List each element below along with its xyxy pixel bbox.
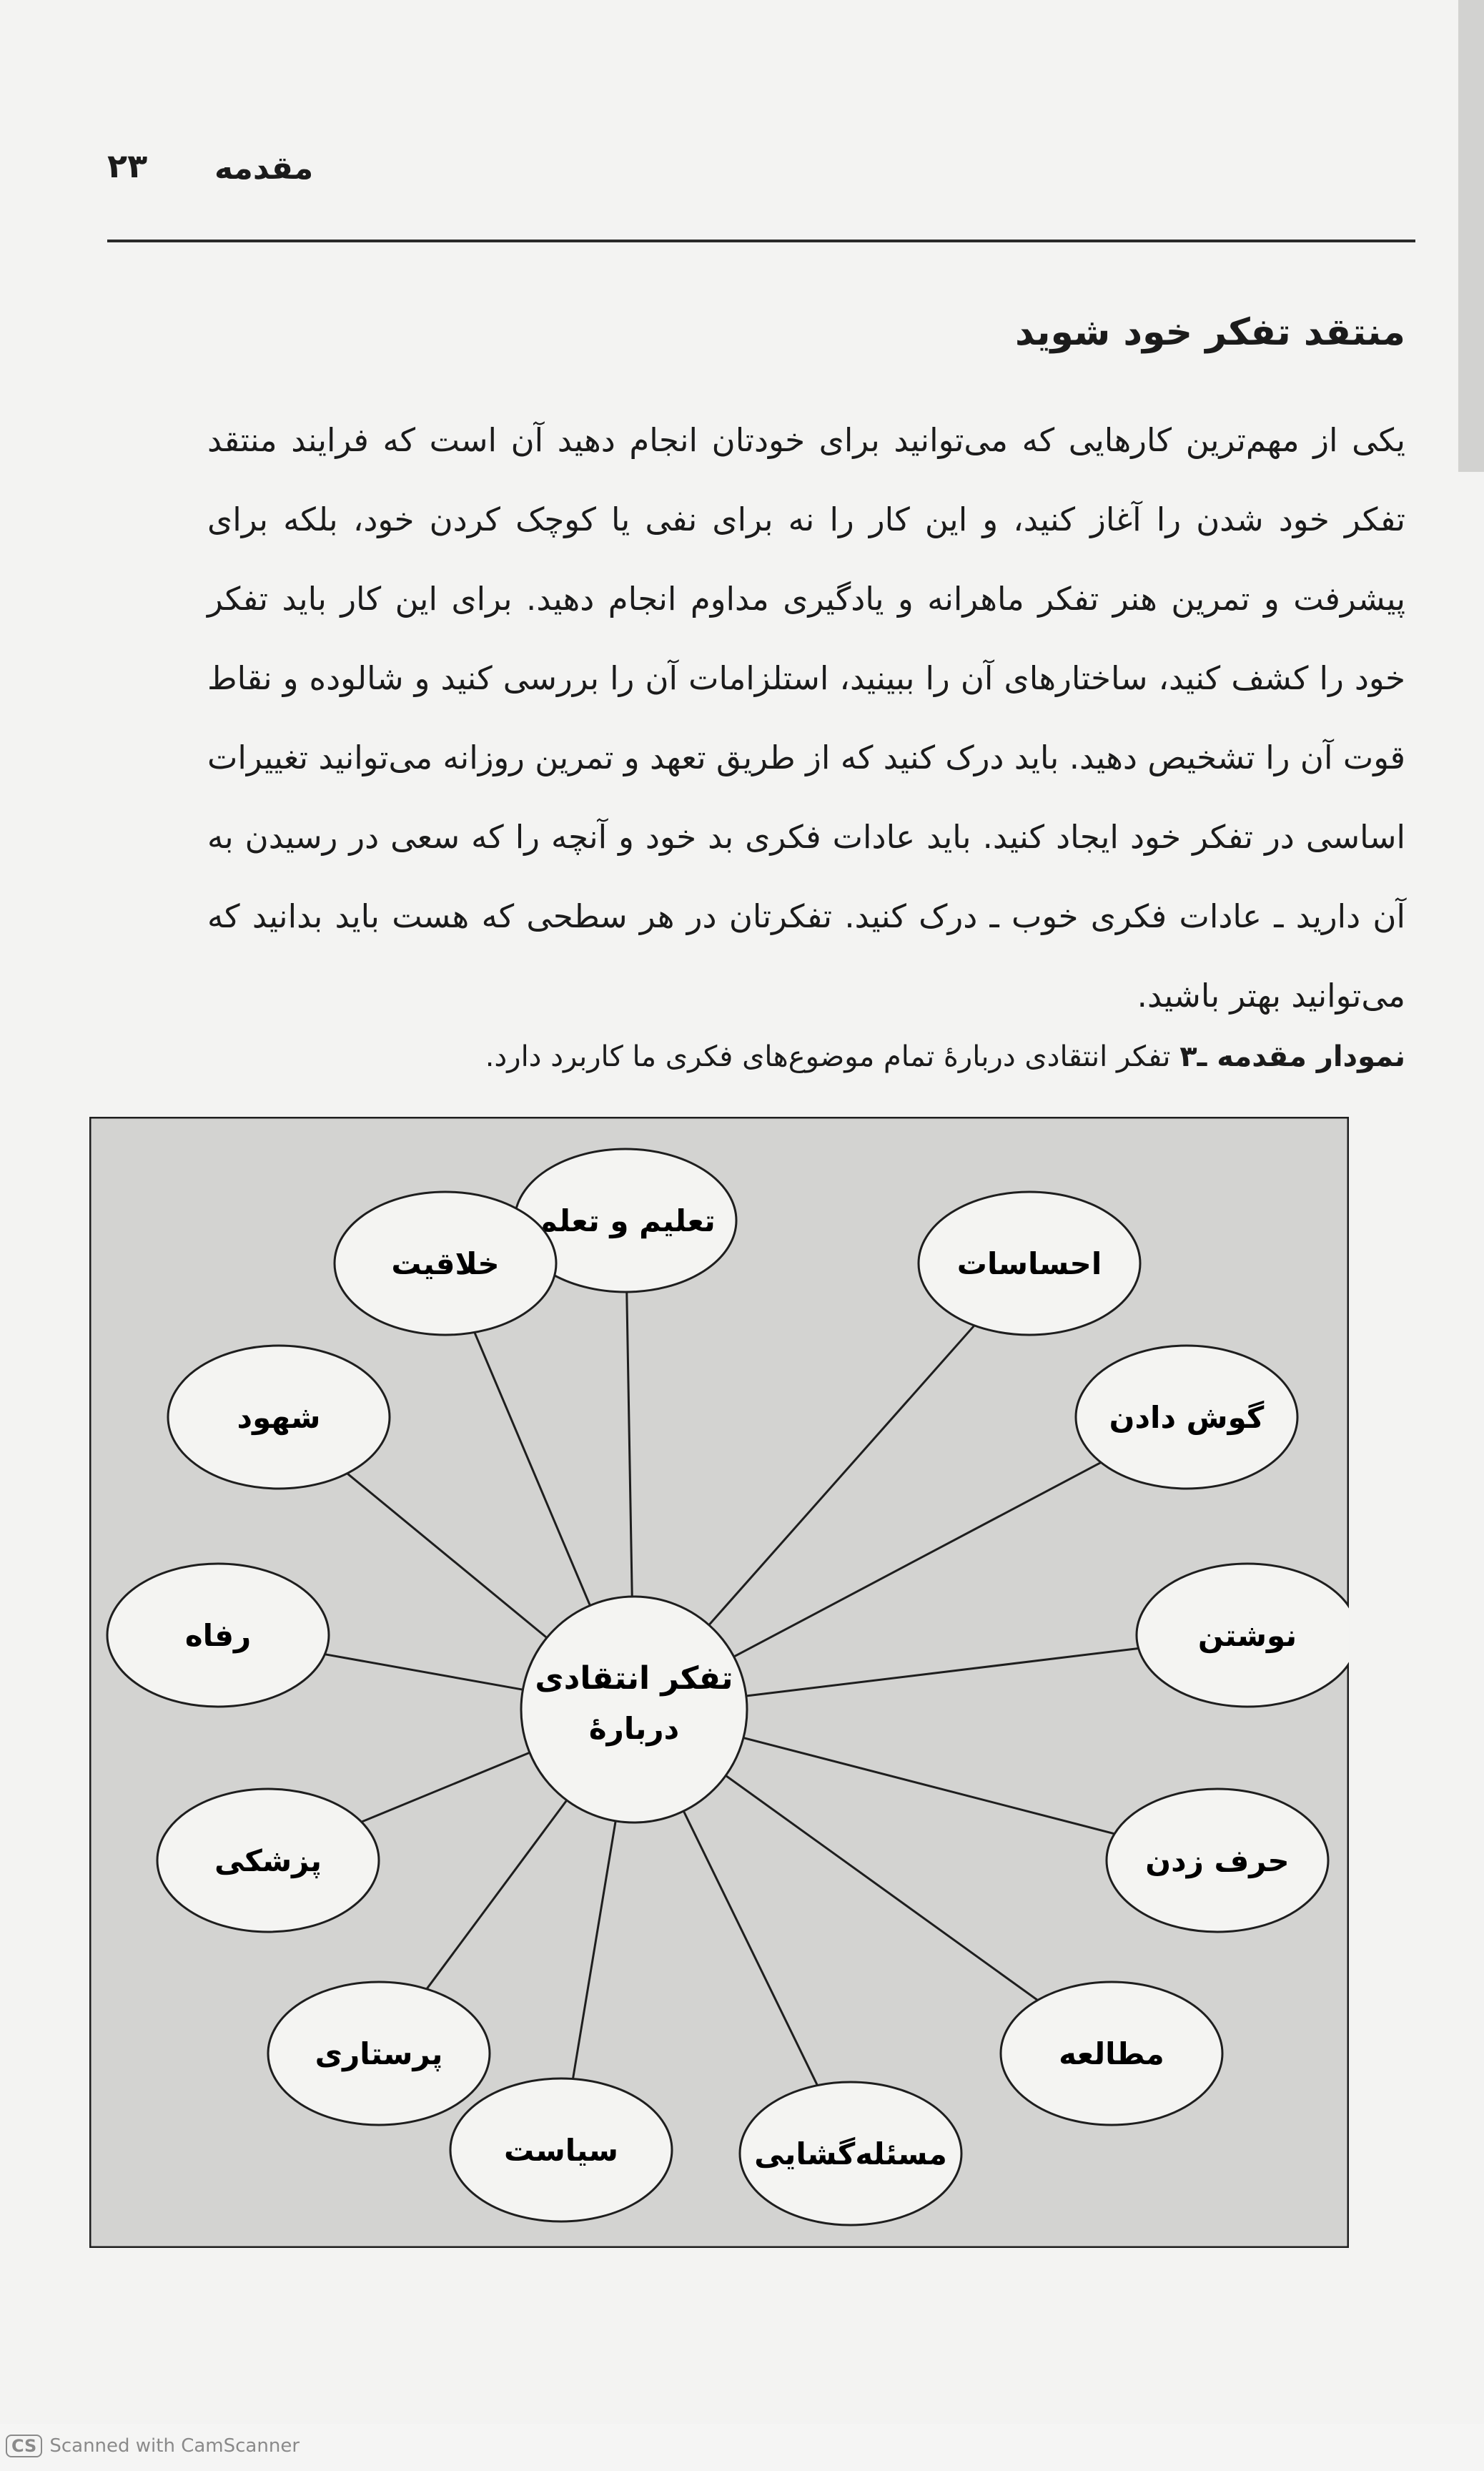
center-label-line1: تفکر انتقادی <box>535 1660 733 1697</box>
topic-label: گوش دادن <box>1109 1400 1265 1435</box>
topic-node <box>1076 1346 1297 1489</box>
running-header: مقدمه <box>214 150 314 187</box>
topic-node <box>157 1789 379 1932</box>
body-paragraph: یکی از مهم‌ترین کارهایی که می‌توانید برای خودتان انجام دهید آن است که فرایند منتقد تفکر خود شدن را آغاز کنید، و این کار را نه برای نفی یا کوچک کردن خود، بلکه برای پیشرفت و تمرین هنر تفکر ماهرانه و یادگیری مداوم انجام دهید. برای این کار باید تفکر خود را کشف کنید، ساختارهای آن را ببینید، استلزامات آن را بررسی کنید و شالوده و نقاط قوت آن را تشخیص دهید. باید درک کنید که از طریق تعهد و تمرین روزانه می‌توانید تغییرات اساسی در تفکر خود ایجاد کنید. باید عادات فکری بد خود و آنچه را که سعی در رسیدن به آن دارید ـ عادات فکری خوب ـ درک کنید. تفکرتان در هر سطحی که هست باید بدانید که می‌توانید بهتر باشید. <box>207 421 1405 1015</box>
header-rule <box>107 240 1415 242</box>
topic-label: پرستاری <box>315 2036 443 2071</box>
topic-node <box>450 2078 672 2221</box>
topic-node <box>1137 1564 1349 1707</box>
topic-label: شهود <box>237 1400 321 1435</box>
mind-map-diagram <box>89 1117 1349 2248</box>
topic-node <box>740 2082 961 2225</box>
page-edge-shadow <box>1458 0 1484 472</box>
topic-node <box>107 1564 329 1707</box>
topic-node <box>1001 1982 1222 2125</box>
mind-map-svg <box>89 1117 1349 2248</box>
figure-caption-text: تفکر انتقادی دربارهٔ تمام موضوع‌های فکری ما کاربرد دارد. <box>485 1040 1171 1073</box>
center-label-line2: دربارهٔ <box>588 1711 680 1746</box>
scanner-watermark <box>6 2435 300 2457</box>
topic-label: مطالعه <box>1059 2036 1164 2071</box>
topic-label: احساسات <box>956 1246 1102 1281</box>
topic-label: نوشتن <box>1197 1618 1297 1653</box>
topic-label: خلاقیت <box>391 1246 500 1281</box>
topic-label: مسئله‌گشایی <box>754 2136 947 2171</box>
topic-node <box>919 1192 1140 1335</box>
page-number: ۲۳ <box>107 147 148 185</box>
topic-label: پزشکی <box>214 1843 322 1878</box>
section-title: منتقد تفکر خود شوید <box>1014 311 1405 354</box>
center-node <box>521 1597 747 1823</box>
topic-node <box>168 1346 390 1489</box>
topic-node <box>268 1982 490 2125</box>
topic-label: حرف زدن <box>1145 1843 1290 1878</box>
topic-node <box>1107 1789 1328 1932</box>
topic-label: سیاست <box>504 2133 618 2168</box>
center-circle <box>521 1597 747 1823</box>
figure-caption <box>485 1040 1405 1073</box>
camscanner-logo-icon: CS <box>6 2435 42 2457</box>
topic-label: تعلیم و تعلم <box>535 1203 716 1238</box>
scanner-text: Scanned with CamScanner <box>49 2435 300 2457</box>
figure-caption-label: نمودار مقدمه ـ۳ <box>1179 1040 1405 1073</box>
topic-label: رفاه <box>184 1618 252 1653</box>
topic-node <box>335 1192 556 1335</box>
